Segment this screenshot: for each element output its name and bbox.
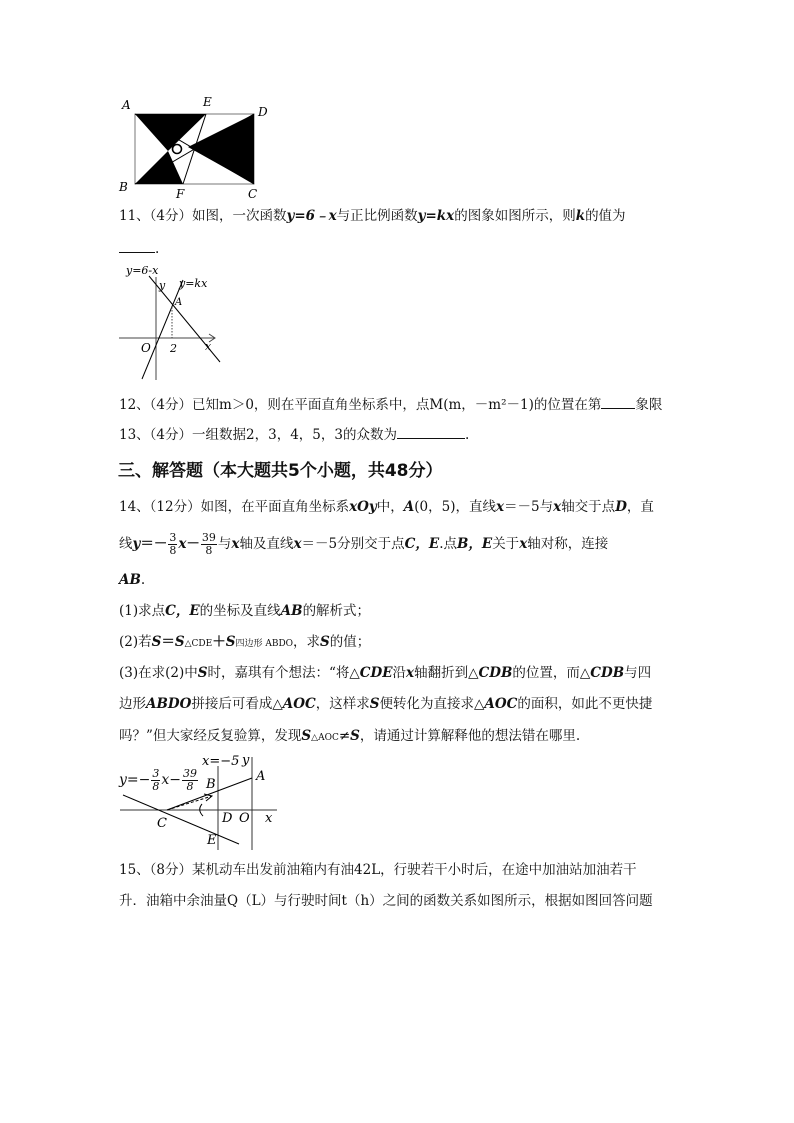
q11-line1: [119, 206, 626, 226]
q14-var: S: [350, 728, 360, 744]
q14-text: (0，5)，直线: [414, 499, 496, 515]
fig-eq-x: x: [161, 772, 170, 788]
dashed-cb: [167, 796, 212, 810]
q14-text: 的值；: [329, 634, 371, 650]
q14-var: x: [293, 536, 302, 552]
q14-line1: [119, 497, 654, 517]
q11-func1: y=6﹣x: [286, 208, 337, 224]
q14-text: 轴交于点: [561, 499, 616, 515]
q11-k: k: [575, 208, 586, 224]
q14-part2: [119, 632, 370, 654]
q14-var: ABDO: [146, 696, 192, 712]
label-y: y: [159, 279, 166, 292]
fig-eq-minus: −: [169, 772, 182, 788]
label-d: D: [222, 811, 233, 826]
label-line2: y=kx: [179, 277, 208, 290]
fraction-numerator: 3: [152, 766, 160, 780]
q14-text: 轴对称，连接: [527, 536, 609, 552]
q11-func2: y=kx: [417, 208, 455, 224]
q11-suffix: 的图象如图所示，则: [454, 208, 576, 224]
fraction-denominator: 8: [186, 779, 194, 793]
q14-text: 与: [217, 536, 232, 552]
label-x: x: [205, 340, 212, 353]
q14-var: A: [403, 499, 415, 515]
q14-text: 线: [119, 536, 133, 552]
q11-end: .: [155, 241, 160, 257]
q14-text: ，求: [293, 634, 321, 650]
q14-var: S: [301, 728, 312, 744]
q11-mid: 与正比例函数: [336, 208, 418, 224]
q14-text: －: [186, 536, 200, 552]
label-b: B: [119, 180, 128, 194]
q12-line: [119, 394, 662, 415]
q14-var: x: [553, 499, 562, 515]
label-e: E: [207, 833, 217, 848]
q14-var: xOy: [349, 499, 377, 515]
label-line1: y=6-x: [126, 264, 159, 277]
fraction-denominator: 8: [205, 544, 213, 557]
q14-text: 的面积，如此不更快捷: [517, 696, 653, 712]
q11-line2: [119, 238, 159, 259]
label-f: F: [176, 187, 185, 201]
fig-eq-y: y: [119, 772, 127, 788]
label-x: x: [265, 811, 273, 826]
label-vline: x=−5: [202, 754, 240, 769]
q14-var: AOC: [282, 696, 316, 712]
q14-var: S: [174, 634, 185, 650]
q14-graph: [115, 752, 285, 852]
q14-part3-line2: [119, 694, 652, 714]
q14-var: x: [519, 536, 528, 552]
q14-text: ，这样求: [315, 696, 370, 712]
point-o-circle: [173, 145, 182, 154]
q14-var: x: [178, 536, 187, 552]
q14-var: AOC: [484, 696, 518, 712]
q14-text: ，直: [626, 499, 654, 515]
q14-text: 14、（12分）如图，在平面直角坐标系: [119, 499, 350, 515]
q14-var: CDB: [478, 665, 513, 681]
q14-var: C，E: [165, 603, 200, 619]
q13-line: [119, 424, 469, 445]
label-y: y: [242, 753, 250, 768]
q14-var: x: [495, 499, 505, 515]
q14-var: x: [406, 665, 415, 681]
label-o: O: [141, 341, 151, 355]
q14-text: ＝－5与: [504, 499, 554, 515]
q14-text: 关于: [492, 536, 520, 552]
q14-fraction-3-8: [168, 532, 177, 557]
q12-answer-blank[interactable]: [601, 394, 635, 409]
label-c: C: [157, 816, 167, 831]
q14-text: (1)求点: [119, 603, 166, 619]
q14-text: ＝: [161, 634, 175, 650]
q14-fraction-39-8: [201, 532, 217, 557]
q14-text: 的坐标及直线: [199, 603, 281, 619]
fraction-numerator: 39: [183, 766, 198, 780]
q14-text: ，请通过计算解释他的想法错在哪里.: [359, 728, 581, 744]
q13-text: 13、（4分）一组数据2，3，4，5，3的众数为: [119, 427, 397, 443]
q13-tail: .: [464, 427, 470, 443]
shaded-triangle-right: [188, 114, 254, 184]
q14-text: (2)若: [119, 634, 152, 650]
q14-text: 边形: [119, 696, 146, 712]
q14-var: AB: [280, 603, 303, 619]
q11-answer-blank[interactable]: [119, 238, 155, 253]
fig-eq-eq: =−: [126, 772, 151, 788]
q14-text: 的位置，而△: [512, 665, 591, 681]
q14-text: 便转化为直接求△: [379, 696, 485, 712]
q14-part1: [119, 601, 370, 621]
label-b: B: [206, 777, 216, 792]
q14-var: S: [320, 634, 330, 650]
q14-text: .: [140, 572, 146, 588]
q11-graph: [115, 262, 227, 384]
label-o: O: [239, 811, 250, 826]
q14-text: 沿: [392, 665, 407, 681]
q14-text: 轴翻折到△: [414, 665, 479, 681]
q14-text: 中，: [376, 499, 404, 515]
label-c: C: [248, 187, 258, 201]
q14-text: 的解析式；: [302, 603, 371, 619]
q14-text: 吗？”但大家经反复验算，发现: [119, 728, 302, 744]
q14-var: y: [132, 536, 141, 552]
q14-var: S: [369, 696, 380, 712]
shaded-triangle-left-bottom: [135, 151, 183, 184]
q14-var: x: [231, 536, 240, 552]
q14-var: S: [151, 634, 162, 650]
q14-part3-line1: [119, 663, 651, 683]
q12-tail: 象限: [635, 397, 663, 413]
q14-var: S: [197, 665, 208, 681]
q14-part3-line3: [119, 726, 580, 748]
label-a: A: [175, 297, 183, 308]
label-d: D: [258, 105, 268, 119]
q12-text: 12、（4分）已知m＞0，则在平面直角坐标系中，点M(m，－m²－1)的位置在第: [119, 397, 602, 413]
q14-var: CDB: [590, 665, 625, 681]
q14-var: D: [615, 499, 627, 515]
q15-line1: 15、（8分）某机动车出发前油箱内有油42L，行驶若干小时后，在途中加油站加油若干: [119, 862, 637, 878]
q14-text: .点: [439, 536, 457, 552]
q13-answer-blank[interactable]: [397, 424, 465, 439]
line-y-kx: [142, 280, 183, 379]
label-a: A: [256, 769, 266, 784]
fraction-numerator: 39: [201, 531, 216, 544]
q11-prefix: 11、（4分）如图，一次函数: [119, 208, 287, 224]
q14-text: ≠: [338, 728, 351, 744]
fraction-numerator: 3: [169, 531, 177, 544]
section-heading: 三、解答题（本大题共5个小题，共48分）: [118, 461, 443, 481]
q14-var: B，E: [456, 536, 493, 552]
label-2: 2: [170, 342, 177, 355]
q14-var: C，E: [404, 536, 440, 552]
q15-line2: 升．油箱中余油量Q（L）与行驶时间t（h）之间的函数关系如图所示，根据如图回答问题: [119, 893, 653, 909]
q14-var: AB: [119, 572, 141, 588]
fraction-denominator: 8: [169, 544, 177, 557]
q11-tail: 的值为: [585, 208, 626, 224]
q14-var: CDE: [359, 665, 393, 681]
q14-var: S: [225, 634, 236, 650]
rectangle-figure: [110, 92, 280, 204]
q14-text: 拼接后可看成△: [191, 696, 283, 712]
q14-text: ＝－5分别交于点: [301, 536, 405, 552]
q14-subscript: △AOC: [311, 733, 339, 743]
q14-subscript: 四边形 ABDO: [235, 639, 294, 649]
q14-text: 与四: [624, 665, 652, 681]
fraction-denominator: 8: [152, 779, 160, 793]
q14-line3: [119, 570, 145, 590]
q14-line2: [119, 530, 608, 558]
q14-text: ＋: [212, 634, 226, 650]
q14-subscript: △CDE: [184, 639, 213, 649]
q14-text: (3)在求(2)中: [119, 665, 198, 681]
q14-text: 时，嘉琪有个想法：“将△: [207, 665, 360, 681]
label-a: A: [122, 98, 131, 112]
label-e: E: [203, 95, 212, 109]
q14-text: 轴及直线: [239, 536, 294, 552]
q14-text: ＝－: [140, 536, 168, 552]
